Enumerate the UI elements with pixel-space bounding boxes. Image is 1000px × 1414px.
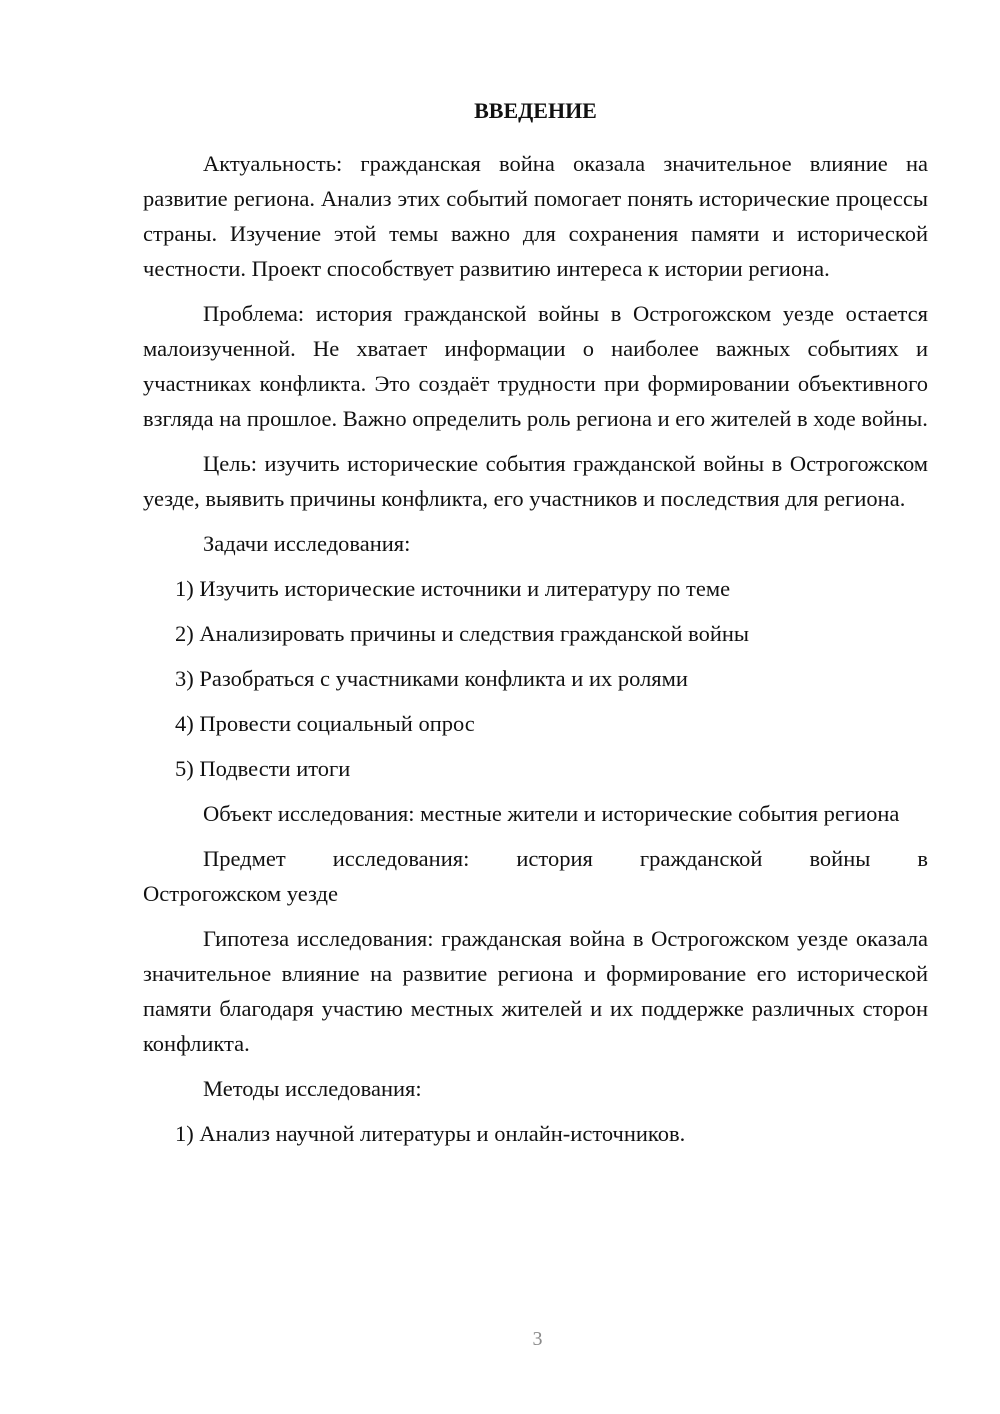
methods-list: [143, 1116, 928, 1151]
relevance-paragraph: Актуальность: гражданская война оказала значительное влияние на развитие региона. Анализ этих событий помогает понять исторические процессы страны. Изучение этой темы важно для сохранения памяти и исторической честности. Проект способствует развитию интереса к истории региона.: [143, 151, 928, 281]
subject-word: в: [917, 846, 928, 871]
document-page: [143, 94, 928, 1161]
section-title: ВВЕДЕНИЕ: [474, 98, 597, 123]
page-number: 3: [532, 1328, 543, 1350]
object-paragraph: Объект исследования: местные жители и исторические события региона: [203, 801, 900, 826]
subject-word: история: [516, 846, 593, 871]
list-item: 4) Провести социальный опрос: [175, 711, 475, 736]
tasks-heading: Задачи исследования:: [203, 531, 411, 556]
subject-paragraph: [143, 841, 928, 911]
subject-word: исследования:: [332, 846, 470, 871]
goal-paragraph: Цель: изучить исторические события гражданской войны в Острогожском уезде, выявить причины конфликта, его участников и последствия для региона.: [143, 451, 928, 511]
list-item: 2) Анализировать причины и следствия гражданской войны: [175, 621, 750, 646]
methods-heading: Методы исследования:: [203, 1076, 422, 1101]
tasks-list: [143, 571, 928, 786]
subject-first-line: [143, 841, 928, 876]
subject-word: гражданской: [639, 846, 763, 871]
list-item: 5) Подвести итоги: [175, 756, 351, 781]
subject-word: Предмет: [203, 846, 286, 871]
list-item: 1) Изучить исторические источники и литературу по теме: [175, 576, 731, 601]
problem-paragraph: Проблема: история гражданской войны в Острогожском уезде остается малоизученной. Не хватает информации о наиболее важных событиях и участниках конфликта. Это создаёт трудности при формировании объективного взгляда на прошлое. Важно определить роль региона и его жителей в ходе войны.: [143, 301, 928, 431]
subject-last-line: Острогожском уезде: [143, 881, 338, 906]
subject-word: войны: [809, 846, 871, 871]
list-item: 1) Анализ научной литературы и онлайн-источников.: [175, 1121, 686, 1146]
hypothesis-paragraph: Гипотеза исследования: гражданская война в Острогожском уезде оказала значительное влияние на развитие региона и формирование его исторической памяти благодаря участию местных жителей и их поддержке различных сторон конфликта.: [143, 926, 928, 1056]
list-item: 3) Разобраться с участниками конфликта и их ролями: [175, 666, 688, 691]
